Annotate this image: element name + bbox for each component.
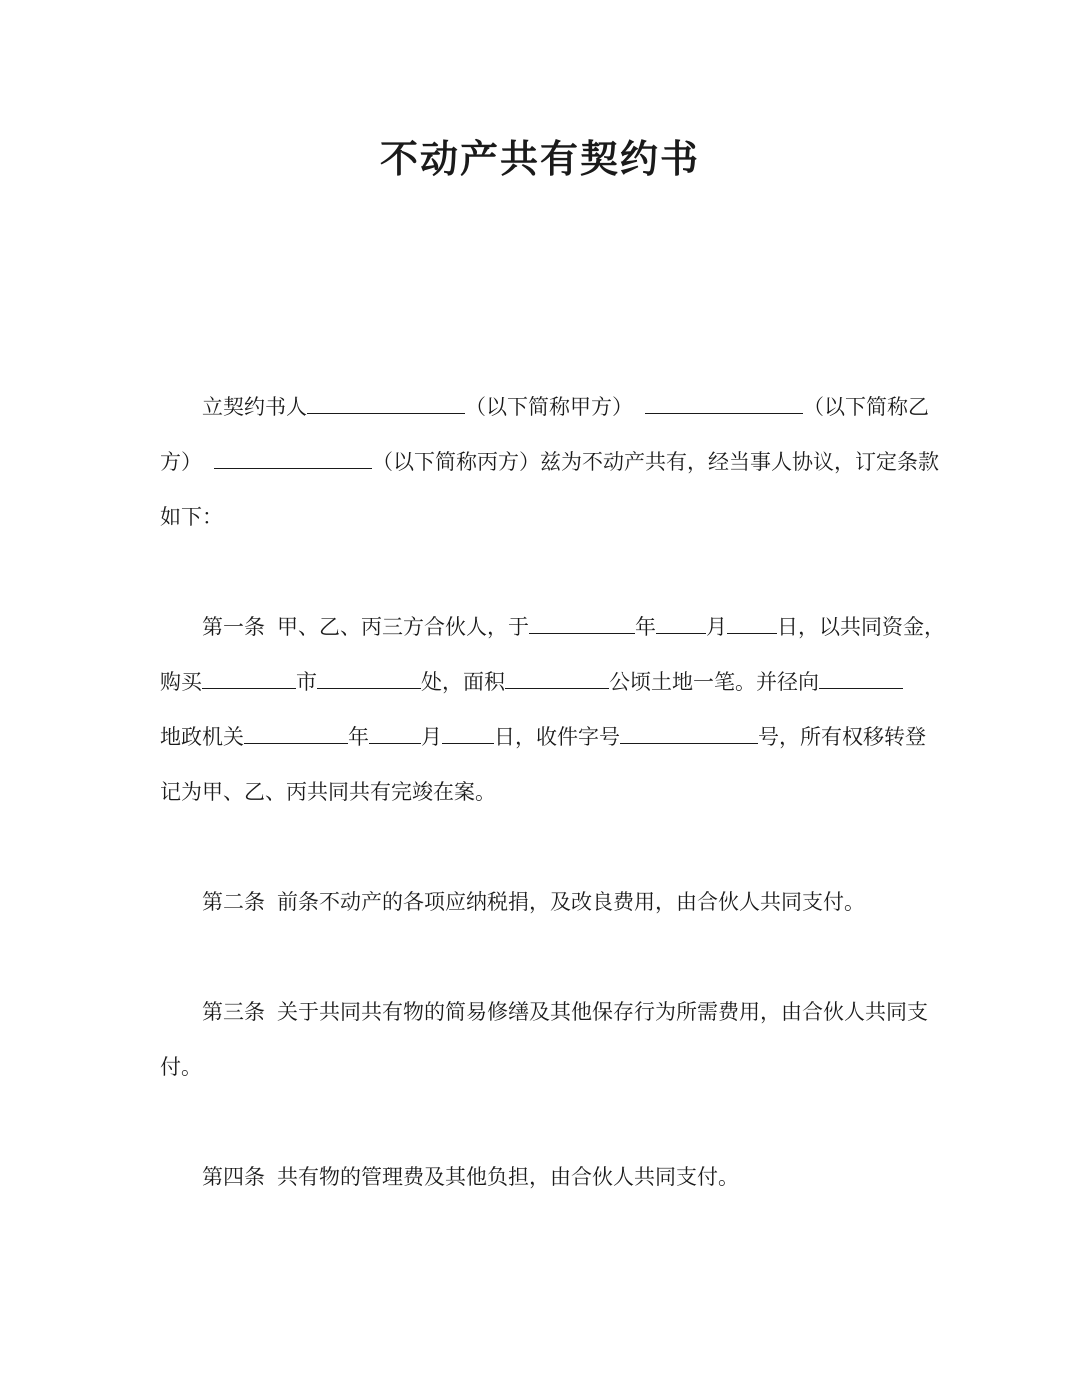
article-heading: 第二条	[202, 890, 265, 914]
intro-text: （以下简称乙	[803, 395, 929, 419]
article-text: 关于共同共有物的简易修缮及其他保存行为所需费用，由合伙人共同支	[277, 1000, 928, 1024]
article-1-line-1	[202, 612, 945, 642]
article-2-line-1	[202, 887, 865, 917]
intro-text: 方）	[160, 450, 202, 474]
article-text: 年	[635, 615, 656, 639]
article-text: 甲、乙、丙三方合伙人，于	[277, 615, 529, 639]
article-4-line-1	[202, 1162, 739, 1192]
document-title: 不动产共有契约书	[379, 137, 700, 181]
article-1-line-3	[160, 722, 926, 752]
article-text: 日，以共同资金，	[777, 615, 945, 639]
article-text: 市	[296, 670, 317, 694]
article-3-line-2	[160, 1052, 202, 1082]
party-a-blank	[307, 393, 465, 414]
area-blank	[505, 668, 609, 689]
article-text: 前条不动产的各项应纳税捐，及改良费用，由合伙人共同支付。	[277, 890, 865, 914]
date-day-blank	[727, 613, 777, 634]
article-text: 地政机关	[160, 725, 244, 749]
article-heading: 第一条	[202, 615, 265, 639]
intro-text: （以下简称丙方）兹为不动产共有，经当事人协议，订定条款	[372, 450, 939, 474]
reg-month-blank	[369, 723, 421, 744]
party-b-blank	[645, 393, 803, 414]
article-1-line-2	[160, 667, 903, 697]
article-1-line-4	[160, 777, 496, 807]
article-heading: 第四条	[202, 1165, 265, 1189]
intro-line-1	[202, 392, 929, 422]
reg-year-blank	[244, 723, 348, 744]
city-blank	[202, 668, 296, 689]
reg-day-blank	[442, 723, 494, 744]
intro-line-2	[160, 447, 939, 477]
article-text: 月	[706, 615, 727, 639]
article-heading: 第三条	[202, 1000, 265, 1024]
authority-blank	[819, 668, 903, 689]
article-text: 共有物的管理费及其他负担，由合伙人共同支付。	[277, 1165, 739, 1189]
file-number-blank	[620, 723, 758, 744]
article-text: 年	[348, 725, 369, 749]
intro-text: （以下简称甲方）	[465, 395, 633, 419]
article-3-line-1	[202, 997, 928, 1027]
date-month-blank	[656, 613, 706, 634]
party-c-blank	[214, 448, 372, 469]
intro-line-3	[160, 502, 223, 532]
intro-text: 立契约书人	[202, 395, 307, 419]
article-text: 日，收件字号	[494, 725, 620, 749]
article-text: 号，所有权移转登	[758, 725, 926, 749]
place-blank	[317, 668, 421, 689]
article-text: 处，面积	[421, 670, 505, 694]
article-text: 记为甲、乙、丙共同共有完竣在案。	[160, 780, 496, 804]
article-text: 付。	[160, 1055, 202, 1079]
date-year-blank	[529, 613, 635, 634]
article-text: 月	[421, 725, 442, 749]
intro-text: 如下：	[160, 505, 223, 529]
article-text: 公顷土地一笔。并径向	[609, 670, 819, 694]
article-text: 购买	[160, 670, 202, 694]
